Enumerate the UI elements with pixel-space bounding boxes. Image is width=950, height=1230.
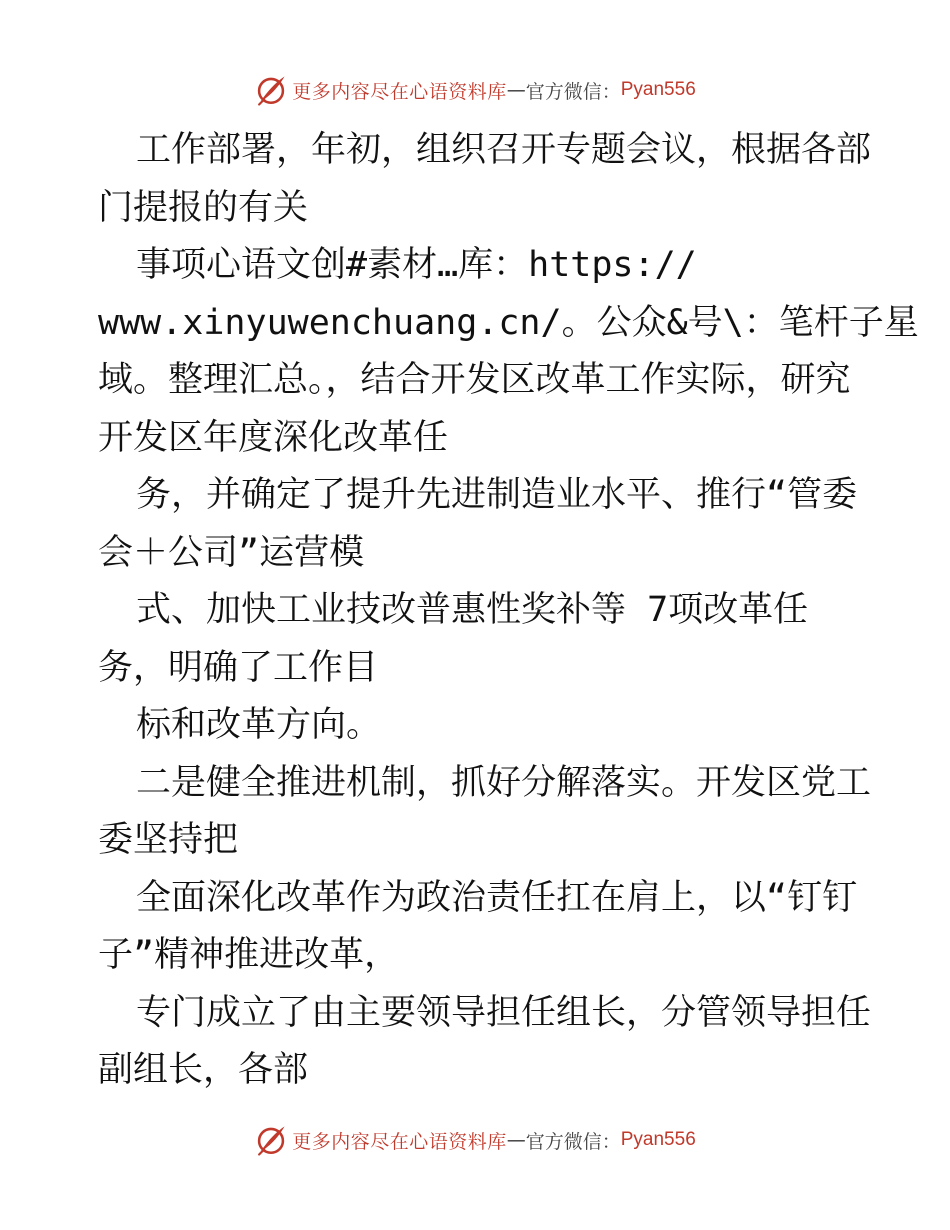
text-line: 开发区年度深化改革任: [98, 417, 449, 458]
text-line: 工作部署，年初，组织召开专题会议，根据各部: [136, 130, 872, 170]
banner-dash: —: [506, 1129, 526, 1151]
text-line: 二是健全推进机制，抓好分解落实。开发区党工: [136, 762, 872, 803]
text-line: 标和改革方向。: [136, 705, 382, 745]
text-line: 事项心语文创#素材…库：https://: [136, 245, 697, 285]
banner-wechat-id: Pyan556: [620, 79, 696, 100]
text-line: 专门成立了由主要领导担任组长，分管领导担任: [136, 992, 872, 1033]
text-line: www.xinyuwenchuang.cn/。公众&号\：笔杆子星: [98, 302, 919, 343]
text-line: 式、加快工业技改普惠性奖补等 7项改革任: [136, 590, 809, 630]
text-line: 域。整理汇总。，结合开发区改革工作实际，研究: [98, 360, 851, 400]
banner-wechat-label: 官方微信：: [525, 1130, 621, 1153]
banner-wechat-id: Pyan556: [620, 1129, 696, 1150]
text-line: 会＋公司”运营模: [98, 532, 365, 573]
text-line: 务，明确了工作目: [98, 647, 379, 688]
body-text: [98, 122, 919, 1100]
banner-text: 更多内容尽在心语资料库: [292, 1130, 507, 1153]
footer-banner: [0, 1120, 950, 1160]
text-line: 副组长，各部: [98, 1050, 309, 1090]
text-line: 全面深化改革作为政治责任扛在肩上，以“钉钉: [136, 877, 858, 918]
banner-text: 更多内容尽在心语资料库: [292, 80, 507, 103]
banner-wechat-label: 官方微信：: [525, 80, 621, 103]
banner-dash: —: [506, 79, 526, 101]
text-line: 门提报的有关: [98, 187, 309, 228]
header-banner: [0, 70, 950, 110]
text-line: 子”精神推进改革，: [98, 935, 400, 975]
feather-quill-logo-icon: [254, 1123, 288, 1157]
text-line: 务，并确定了提升先进制造业水平、推行“管委: [136, 475, 858, 515]
text-line: 委坚持把: [98, 820, 239, 860]
feather-quill-logo-icon: [254, 73, 288, 107]
